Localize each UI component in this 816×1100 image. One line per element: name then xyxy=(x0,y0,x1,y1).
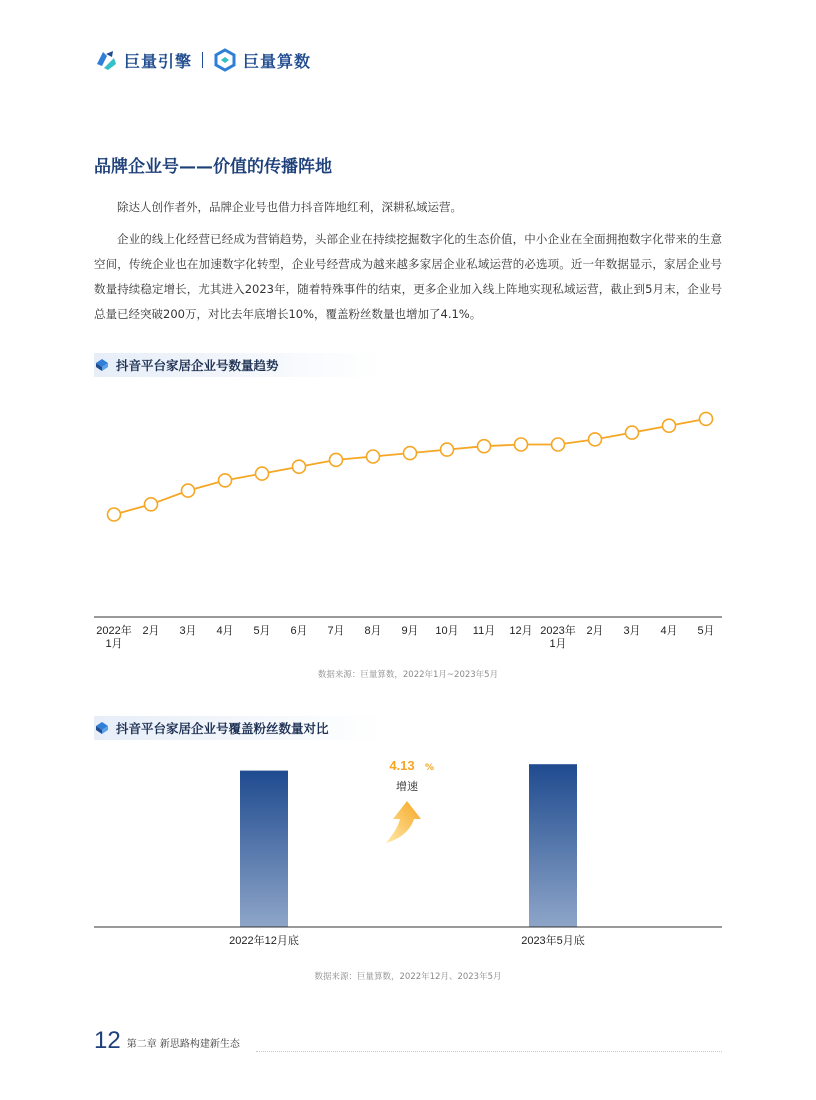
data-point xyxy=(478,440,491,453)
x-tick-label: 5月 xyxy=(697,625,715,637)
bar-chart-title: 抖音平台家居企业号覆盖粉丝数量对比 xyxy=(116,721,329,736)
line-chart-title-bar xyxy=(94,353,384,377)
bar xyxy=(240,771,288,927)
x-tick-label: 7月 xyxy=(327,625,345,637)
growth-unit: % xyxy=(425,763,435,773)
bar-chart-source: 数据来源：巨量算数，2022年12月、2023年5月 xyxy=(314,972,502,982)
brand-ocean-engine: 巨量引擎 xyxy=(124,51,193,71)
x-tick-label: 2月 xyxy=(142,625,160,637)
data-point xyxy=(404,447,417,460)
data-point xyxy=(256,467,269,480)
data-point xyxy=(700,412,713,425)
series-line xyxy=(114,419,706,515)
data-point xyxy=(145,498,158,511)
cube-icon xyxy=(94,358,110,372)
x-tick-label: 2022年 xyxy=(96,625,132,637)
x-tick-label: 6月 xyxy=(290,625,308,637)
data-point xyxy=(219,474,232,487)
x-tick-label: 8月 xyxy=(364,625,382,637)
data-point xyxy=(589,433,602,446)
growth-label: 增速 xyxy=(396,780,418,793)
x-tick-label: 1月 xyxy=(549,638,567,650)
data-point xyxy=(108,508,121,521)
line-chart-source: 数据来源：巨量算数，2022年1月~2023年5月 xyxy=(317,670,499,680)
data-point xyxy=(330,453,343,466)
x-tick-label: 5月 xyxy=(253,625,271,637)
header xyxy=(94,46,311,74)
section-title: 品牌企业号——价值的传播阵地 xyxy=(94,157,332,177)
chapter-label: 第二章 新思路构建新生态 xyxy=(126,1039,240,1050)
ocean-engine-logo-icon xyxy=(94,48,118,72)
growth-value: 4.13 xyxy=(389,758,415,773)
growth-arrow-icon xyxy=(386,801,421,843)
footer xyxy=(94,1028,240,1054)
brand-separator xyxy=(202,52,203,68)
x-tick-label: 2月 xyxy=(586,625,604,637)
paragraph-body: 企业的线上化经营已经成为营销趋势，头部企业在持续挖掘数字化的生态价值，中小企业在全面拥抱数字化带来的生意空间，传统企业也在加速数字化转型，企业号经营成为越来越多家居企业私域运营的必选项。近一年数据显示，家居企业号数量持续稳定增长，尤其进入2023年，随着特殊事件的结束，更多企业加入线上阵地实现私域运营，截止到5月末，企业号总量已经突破200万，对比去年底增长10%，覆盖粉丝数量也增加了4.1%。 xyxy=(94,232,722,321)
bar-chart-title-bar xyxy=(94,716,384,740)
bar-chart xyxy=(94,745,724,955)
paragraph-intro: 除达人创作者外，品牌企业号也借力抖音阵地红利，深耕私域运营。 xyxy=(117,200,462,214)
bar xyxy=(529,764,577,927)
x-tick-label: 2023年5月底 xyxy=(521,935,585,947)
x-tick-label: 3月 xyxy=(179,625,197,637)
line-chart xyxy=(94,385,724,660)
brand-suanshu: 巨量算数 xyxy=(243,51,312,71)
x-tick-label: 2022年12月底 xyxy=(229,935,299,947)
suanshu-logo-icon xyxy=(213,48,237,72)
x-tick-label: 1月 xyxy=(105,638,123,650)
data-point xyxy=(626,426,639,439)
cube-icon xyxy=(94,721,110,735)
data-point xyxy=(367,450,380,463)
data-point xyxy=(552,438,565,451)
x-tick-label: 2023年 xyxy=(540,625,576,637)
data-point xyxy=(663,419,676,432)
line-chart-title: 抖音平台家居企业号数量趋势 xyxy=(116,358,279,373)
data-point xyxy=(441,443,454,456)
x-tick-label: 4月 xyxy=(216,625,234,637)
x-tick-label: 4月 xyxy=(660,625,678,637)
data-point xyxy=(293,460,306,473)
footer-divider xyxy=(256,1051,722,1052)
x-tick-label: 10月 xyxy=(435,625,459,637)
x-tick-label: 3月 xyxy=(623,625,641,637)
page-number: 12 xyxy=(94,1027,121,1054)
x-tick-label: 12月 xyxy=(509,625,533,637)
data-point xyxy=(182,484,195,497)
x-tick-label: 11月 xyxy=(472,625,496,637)
x-tick-label: 9月 xyxy=(401,625,419,637)
data-point xyxy=(515,438,528,451)
